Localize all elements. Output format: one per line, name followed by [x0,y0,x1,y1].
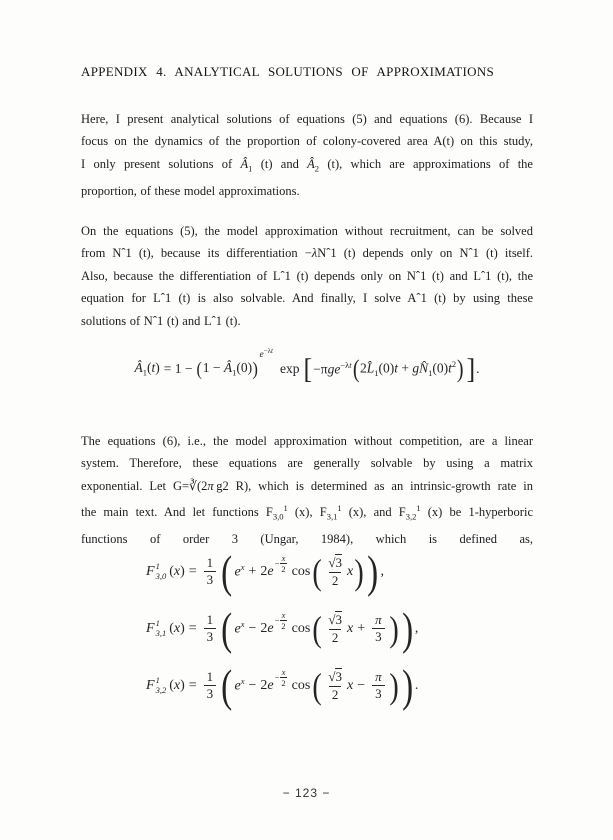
math-token: $e^x$ [234,676,245,694]
math-token: = 1 − [163,361,193,376]
math-token: exp [280,361,300,376]
math-token: , [414,620,419,636]
text-line: The equations (6), i.e., the model approximation without competition, are a linear [81,434,533,448]
text-line: solutions of Nˆ1 (t) and Lˆ1 (t). [81,313,241,328]
close-paren: ) [388,608,399,649]
math-token: x [346,620,354,636]
paragraph-2 [81,220,533,332]
close-paren: ) [367,545,379,597]
equation-a1 [81,346,533,392]
math-token: . [476,361,480,376]
math-supsub: 1 3,1 [155,617,167,638]
fraction: $\frac{\pi}{3}$ [372,612,385,646]
open-paren: ( [312,665,323,706]
math-token: , [380,563,385,579]
fraction: √ 3 2 [328,612,342,645]
text-line: equation for Lˆ1 (t) is also solvable. And finally, I solve Aˆ1 (t) by using these [81,291,533,306]
math-exponent: − $\frac{x}{2}$ [274,666,286,688]
math-token: + [248,563,257,579]
math-token: $2L̂_1(0)t$ + $gN̂_1(0)t^2$ [359,359,457,379]
math-token: $e^x$ [234,562,245,580]
math-token: F [146,620,155,636]
fraction: √ 3 2 [328,669,342,702]
text-line: the main text. And let functions $F_{3,0}^1$ (x), $F_{3,1}^1$ (x), and $F_{3,2}^1$ (x) be 1-hyperboric [81,503,533,522]
math-token: = [188,677,197,693]
text-line: system. Therefore, these equations are generally solvable by using a matrix [81,456,533,471]
math-exponent: − $\frac{x}{2}$ [274,552,286,574]
math-token: − [248,677,257,693]
page-title: APPENDIX 4. ANALYTICAL SOLUTIONS OF APPROXIMATIONS [81,64,495,79]
math-token: + [357,620,366,636]
math-token: = [188,563,197,579]
equation-f31 [146,600,418,657]
open-paren: ( [196,358,203,380]
text-line: proportion, of these model approximations. [81,183,300,198]
math-token: − [248,620,257,636]
math-token: F [146,677,155,693]
open-bracket: [ [302,352,312,385]
text-line: exponential. Let G=∛(2π g2 R), which is determined as an intrinsic-growth rate in [81,478,533,493]
math-token: cos [291,677,311,693]
equation-f32 [146,657,418,714]
fraction: $\frac{\pi}{3}$ [372,669,385,703]
math-token: cos [291,620,311,636]
equation-f30 [146,543,418,600]
close-bracket: ] [465,352,475,385]
math-token: x [346,677,354,693]
close-paren: ) [401,602,413,654]
fraction: $\frac{1}{3}$ [204,612,217,646]
open-paren: ( [312,551,323,592]
math-token: (x) [169,563,185,579]
close-paren: ) [388,665,399,706]
close-paren: ) [354,551,364,592]
math-token: 2e [260,677,274,693]
close-paren: ) [252,358,259,380]
math-token: 2e [260,563,274,579]
math-supsub: 1 3,2 [155,674,167,695]
math-token: $1 - Â_1(0)$ [202,360,253,378]
open-paren: ( [221,659,233,711]
open-paren: ( [221,545,233,597]
close-paren: ) [457,355,464,383]
page-number: − 123 − [282,786,331,800]
math-token: $e^x$ [234,619,245,637]
paragraph-1 [81,108,533,202]
close-paren: ) [401,659,413,711]
paragraph-3 [81,430,533,551]
math-supsub: 1 3,0 [155,560,167,581]
open-paren: ( [352,355,360,383]
math-token: = [188,620,197,636]
text-line: On the equations (5), the model approximation without recruitment, can be solved [81,224,533,238]
math-token: (x) [169,620,185,636]
math-exponent: $e^{-\lambda t}$ [259,347,273,361]
math-exponent: − $\frac{x}{2}$ [274,609,286,631]
math-token: . [414,677,419,693]
math-token: − [357,677,366,693]
math-token: x [346,563,354,579]
math-token: cos [291,563,311,579]
hyperbolic-function-definitions [146,543,418,714]
math-token: F [146,563,155,579]
text-line: I only present solutions of $Â_1$ (t) and $Â_2$ (t), which are approximations of the [81,156,533,174]
math-token: (x) [169,677,185,693]
fraction: $\frac{1}{3}$ [204,669,217,703]
text-line: Here, I present analytical solutions of equations (5) and equations (6). Because I [81,112,533,126]
open-paren: ( [221,602,233,654]
fraction: $\frac{1}{3}$ [204,555,217,589]
text-line: from Nˆ1 (t), because its differentiation −λNˆ1 (t) depends only on Nˆ1 (t) itself. [81,246,533,261]
math-token: $Â_1(t)$ [134,360,160,378]
open-paren: ( [312,608,323,649]
text-line: focus on the dynamics of the proportion of colony-covered area A(t) on this study, [81,134,533,149]
math-token: −πge$^{-\lambda t}$ [313,360,352,377]
fraction: √ 3 2 [328,555,342,588]
math-token: 2e [260,620,274,636]
text-line: functions of order 3 (Ungar, 1984), which is defined as, [81,532,533,547]
text-line: Also, because the differentiation of Lˆ1 (t) depends only on Nˆ1 (t) and Lˆ1 (t), the [81,268,533,283]
